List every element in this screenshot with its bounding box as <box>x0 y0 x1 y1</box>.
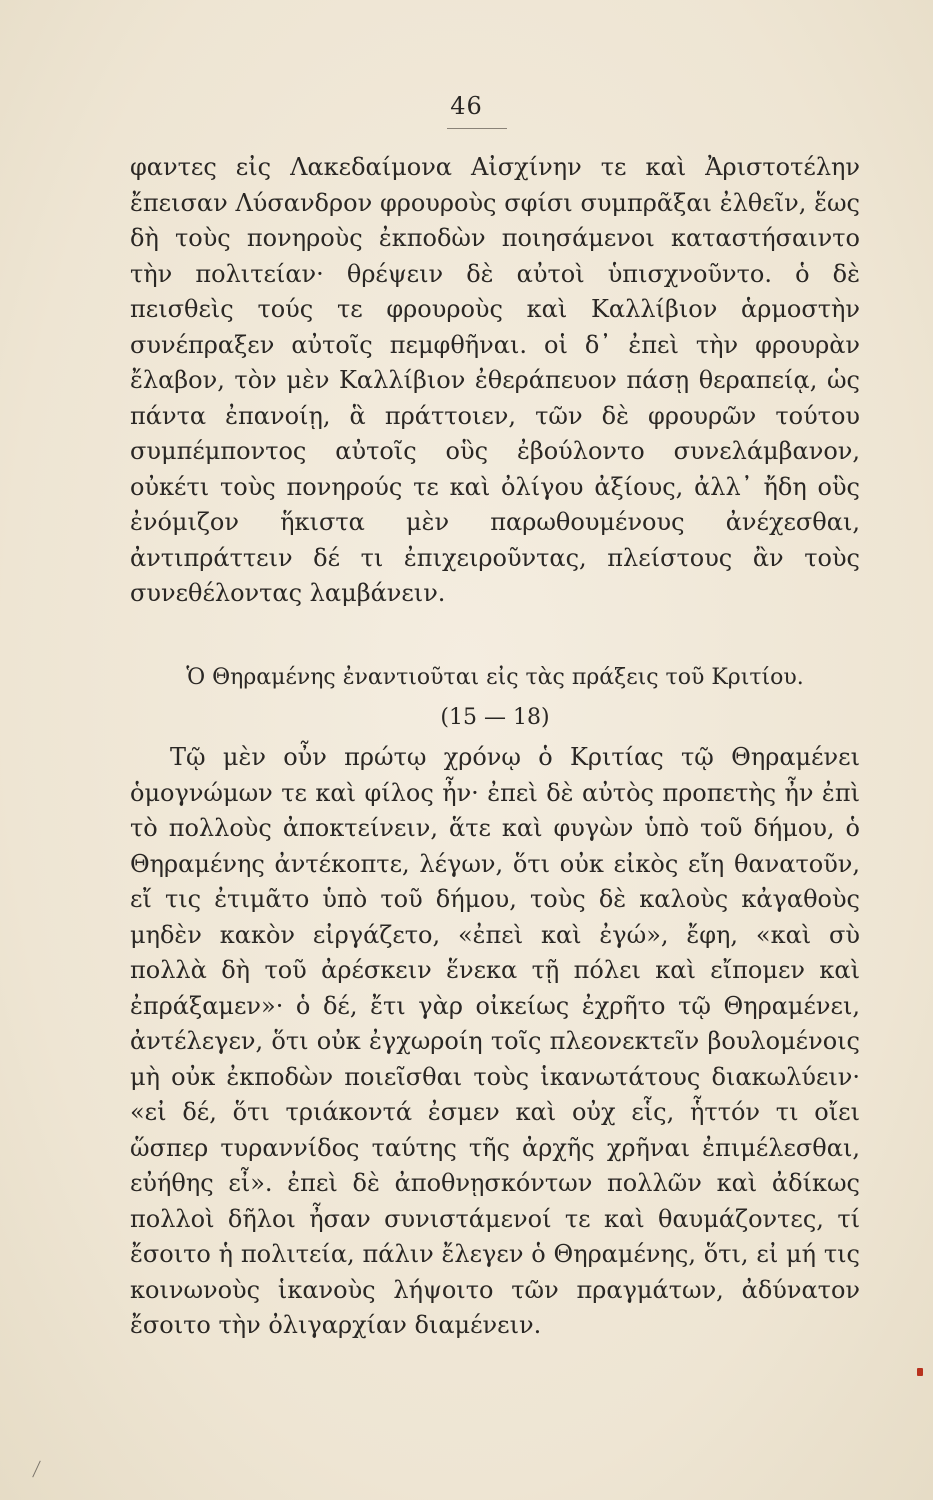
paragraph-1: φαντες εἰς Λακεδαίμονα Αἰσχίνην τε καὶ Ἀριστοτέλην ἔπεισαν Λύσανδρον φρουροὺς σφίσι συμπρᾶξαι ἐλθεῖν, ἕως δὴ τοὺς πονηροὺς ἐκποδὼν ποιησάμενοι καταστήσαιντο τὴν πολιτείαν· θρέψειν δὲ αὐτοὶ ὑπισχνοῦντο. ὁ δὲ πεισθεὶς τούς τε φρουροὺς καὶ Καλλίβιον ἁρμοστὴν συνέπραξεν αὐτοῖς πεμφθῆναι. οἱ δ᾽ ἐπεὶ τὴν φρουρὰν ἔλαβον, τὸν μὲν Καλλίβιον ἐθεράπευον πάσῃ θεραπείᾳ, ὡς πάντα ἐπανοίῃ, ἃ πράττοιεν, τῶν δὲ φρουρῶν τούτου συμπέμποντος αὐτοῖς οὓς ἐβούλοντο συνελάμβανον, οὐκέτι τοὺς πονηρούς τε καὶ ὀλίγου ἀξίους, ἀλλ᾽ ἤδη οὓς ἐνόμιζον ἥκιστα μὲν παρωθουμένους ἀνέχεσθαι, ἀντιπράττειν δέ τι ἐπιχειροῦντας, πλείστους ἂν τοὺς συνεθέλοντας λαμβάνειν. <box>130 153 860 607</box>
margin-pencil-mark <box>32 1461 41 1478</box>
page-number: 46 <box>450 92 483 120</box>
edge-stain <box>917 1368 923 1376</box>
paragraph-2: Τῷ μὲν οὖν πρώτῳ χρόνῳ ὁ Κριτίας τῷ Θηραμένει ὁμογνώμων τε καὶ φίλος ἦν· ἐπεὶ δὲ αὐτὸς προπετὴς ἦν ἐπὶ τὸ πολλοὺς ἀποκτείνειν, ἅτε καὶ φυγὼν ὑπὸ τοῦ δήμου, ὁ Θηραμένης ἀντέκοπτε, λέγων, ὅτι οὐκ εἰκὸς εἴη θανατοῦν, εἴ τις ἐτιμᾶτο ὑπὸ τοῦ δήμου, τοὺς δὲ καλοὺς κἀγαθοὺς μηδὲν κακὸν εἰργάζετο, «ἐπεὶ καὶ ἐγώ», ἔφη, «καὶ σὺ πολλὰ δὴ τοῦ ἀρέσκειν ἕνεκα τῇ πόλει καὶ εἴπομεν καὶ ἐπράξαμεν»· ὁ δέ, ἔτι γὰρ οἰκείως ἐχρῆτο τῷ Θηραμένει, ἀντέλεγεν, ὅτι οὐκ ἐγχωροίη τοῖς πλεονεκτεῖν βουλομένοις μὴ οὐκ ἐκποδὼν ποιεῖσθαι τοὺς ἱκανωτάτους διακωλύειν· «εἰ δέ, ὅτι τριάκοντά ἐσμεν καὶ οὐχ εἷς, ἧττόν τι οἴει ὥσπερ τυραννίδος ταύτης τῆς ἀρχῆς χρῆναι ἐπιμέλεσθαι, εὐήθης εἶ». ἐπεὶ δὲ ἀποθνῃσκόντων πολλῶν καὶ ἀδίκως πολλοὶ δῆλοι ἦσαν συνιστάμενοί τε καὶ θαυμάζοντες, τί ἔσοιτο ἡ πολιτεία, πάλιν ἔλεγεν ὁ Θηραμένης, ὅτι, εἰ μή τις κοινωνοὺς ἱκανοὺς λήψοιτο τῶν πραγμάτων, ἀδύνατον ἔσοιτο τὴν ὀλιγαρχίαν διαμένειν. <box>130 743 860 1339</box>
section-heading: Ὁ Θηραμένης ἐναντιοῦται εἰς τὰς πράξεις τοῦ Κριτίου. <box>186 665 804 690</box>
page-number-underline <box>447 128 507 129</box>
section-range: (15 — 18) <box>440 705 550 730</box>
